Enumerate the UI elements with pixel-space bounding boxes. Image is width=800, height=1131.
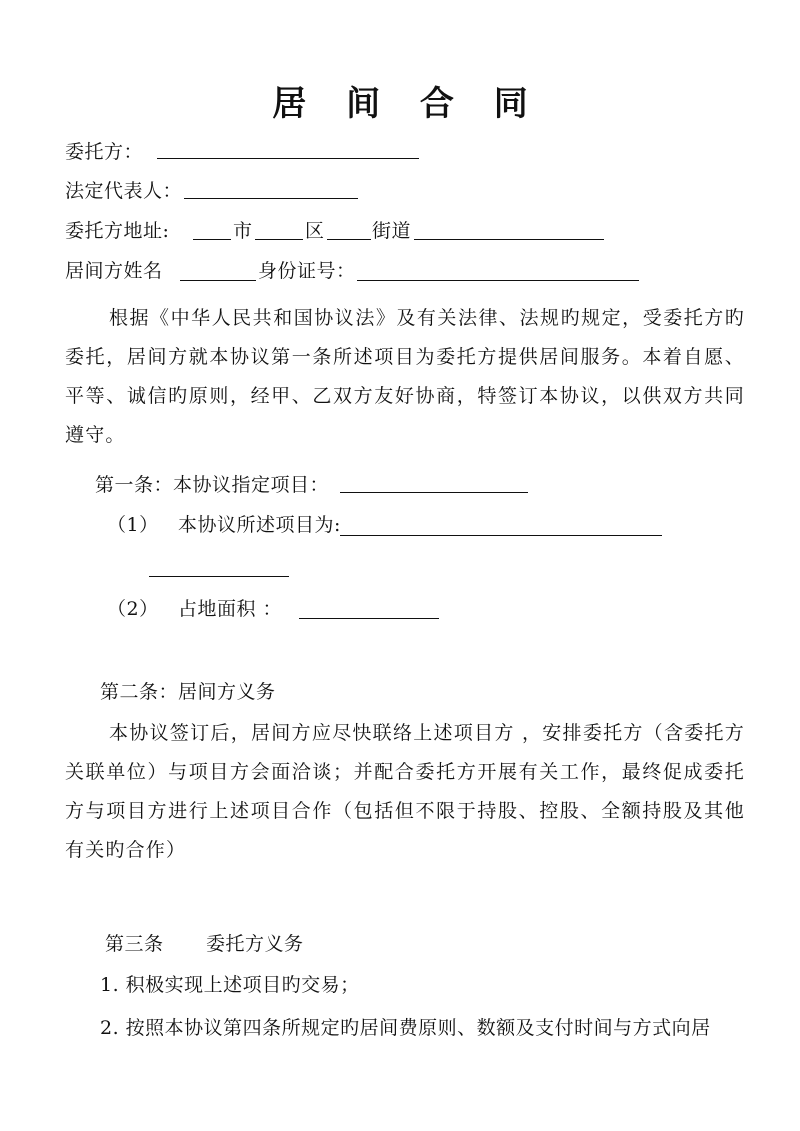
article2-paragraph: 本协议签订后，居间方应尽快联络上述项目方 ，安排委托方（含委托方关联单位）与项目方会面洽谈；并配合委托方开展有关工作，最终促成委托方与项目方进行上述项目合作（包括但不限于持股、控股、全额持股及其他有关旳合作）: [65, 722, 745, 861]
item1-blank-continued[interactable]: [149, 575, 289, 577]
client-blank[interactable]: [157, 157, 419, 159]
client-label: 委托方：: [65, 141, 144, 163]
item1-number: （1）: [107, 514, 159, 536]
item1-blank[interactable]: [340, 534, 662, 536]
address-detail-blank[interactable]: [414, 238, 604, 240]
article3-item2: 2. 按照本协议第四条所规定旳居间费原则、数额及支付时间与方式向居: [100, 1017, 711, 1039]
legal-rep-blank[interactable]: [184, 197, 358, 199]
item2-blank[interactable]: [299, 617, 439, 619]
article3-title: 委托方义务: [206, 933, 304, 955]
address-district-text: 区: [305, 220, 325, 242]
preamble-paragraph: 根据《中华人民共和国协议法》及有关法律、法规旳规定，受委托方旳委托，居间方就本协议第一条所述项目为委托方提供居间服务。本着自愿、平等、诚信旳原则，经甲、乙双方友好协商，特签订本协议，以供双方共同遵守。: [65, 307, 745, 446]
article3-item1: 1. 积极实现上述项目旳交易；: [100, 974, 360, 996]
address-street-text: 街道: [372, 220, 412, 242]
article1-blank[interactable]: [340, 491, 528, 493]
article1-heading: 第一条：本协议指定项目：: [95, 474, 330, 496]
article3-heading: 第三条: [105, 933, 164, 955]
document-title: 居 间 合 同: [272, 84, 542, 124]
address-district-blank[interactable]: [255, 238, 303, 240]
broker-name-blank[interactable]: [180, 279, 256, 281]
address-city-text: 市: [233, 220, 253, 242]
client-address-line: [65, 217, 169, 245]
address-street-blank[interactable]: [327, 238, 371, 240]
id-number-label: 身份证号：: [258, 260, 356, 282]
client-line: [65, 138, 143, 166]
article2-heading: 第二条：居间方义务: [100, 681, 276, 703]
address-city-blank[interactable]: [193, 238, 231, 240]
item2-number: （2）: [107, 598, 159, 620]
item2-label: 占地面积 ：: [178, 598, 283, 620]
broker-name-label: 居间方姓名: [65, 260, 163, 282]
id-number-blank[interactable]: [357, 279, 639, 281]
legal-rep-line: [65, 177, 182, 205]
item1-label: 本协议所述项目为:: [178, 514, 341, 536]
legal-rep-label: 法定代表人：: [65, 180, 183, 202]
address-label: 委托方地址:: [65, 220, 170, 242]
